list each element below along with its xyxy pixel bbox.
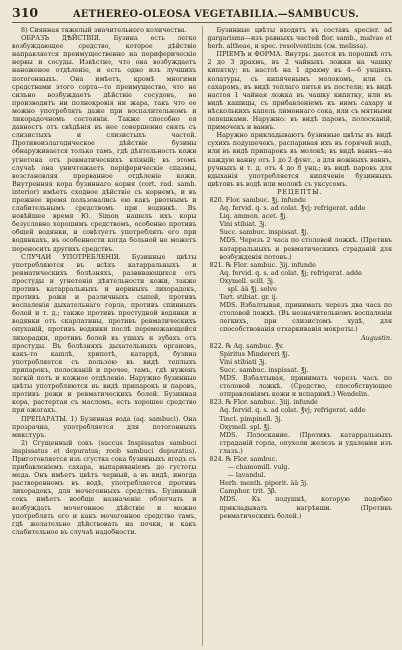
right-column-paragraph: — lavandul. [227,471,266,480]
right-column-paragraph: Augustin. [361,333,392,342]
left-column-paragraph: 8) Сиянная тяжелый значительного количества. [21,26,187,34]
right-column-paragraph: 822. ℞ Aq. sambuc. ℥v. [209,341,284,350]
right-column-paragraph: Бузинные цвѣты входятъ въ составъ specier. ad gargarisma—изъ равныхъ частей flor. samb., malvae et herb. altheae, и spec. resolventium (см. melissa). [207,26,392,51]
right-column-paragraph: — chamomill. vulg. [227,463,290,472]
right-column-paragraph: Herb. menth. piperit. ää ℨj. [219,479,309,488]
right-column-paragraph: РЕЦЕПТЫ. [277,187,323,196]
right-column-paragraph: 823. ℞ Flor. sambuc. ℨiij. infunde [209,398,318,407]
left-column-paragraph: ОБРАЗЪ ДѢЙСТВІЯ. Бузина есть легко возбуждающее средство, которое дѣйствіе направляется преимущественно на периферическіе нервы и сосуды. Извѣстно, что она возбуждаетъ наноженое отдѣленіе, и есть одно изъ лучшихъ потогонныхъ. Она имѣетъ, кромѣ многими средствами этого сорта—то преимущество, что не сильно возбуждаетъ дѣйствіе сосудовъ, не производитъ ни полнокровія ни жара, такъ что ее можно употреблять даже при воспалительномъ и ликорадочномъ состояніи. Также способно ея давностъ отъ свѣдѣнія въ нее совершенно снять съ слизистыхъ и слизистыхъ частей. Противоизлагодическое дѣйствіе бузины обнаруживается только тамъ, гдѣ дѣятельность кожи угнетена отъ ревматическихъ вліяній; въ этомъ случаѣ она уничтожаетъ періферическіе спазмы, возстановляя прерванное отдѣленіе кожи. Внутренняя кора бузиннаго корня (cort. rad. samb. interior) имѣетъ сходное дѣйствіе съ корнемъ, и въ прежнее время пользовались ею какъ рвотнымъ и слабительнымъ средствомъ при водянкѣ. Въ новѣйшее время Ю. Simon нашелъ ихъ коры безусловно хорошимъ средствомъ, особенно противъ общей водянки, и совѣтуетъ употреблять его при водянкахъ, въ особенности когда больной не можетъ переносить другихъ средствъ. [12,34,197,253]
right-column-paragraph: Spiritus Mindereri ℥j. [219,349,290,358]
right-column-paragraph: Liq. ammon. acet. ℥j. [219,212,288,221]
right-column-paragraph: Tinct. pimpinell. ℨj. [219,414,283,423]
right-column-paragraph: Camphor. trit. ℨβ. [219,487,277,496]
left-column-paragraph: ПРЕПАРАТЫ. 1) Бузинная вода (aq. sambuci). Она прозрачна, употребляется для потогонныхъ микстуръ. [12,414,197,439]
right-column-paragraph: Aq. fervid. q. s. ad colat. ℥vj; refrigerat. adde [219,204,366,213]
right-column-paragraph: Vini stibiat. ℨj. [219,220,267,229]
right-column-paragraph: Oxymell. spl. ℥j. [219,422,272,431]
right-column-paragraph: 824. ℞ Flor. sambuc. [209,454,278,463]
text-columns [12,26,392,646]
right-column-paragraph: Succ. sambuc. inspissat. ℥j. [219,365,309,374]
right-column [202,26,393,646]
right-column-paragraph: MDS. Взбалтывая, принимать черезъ часъ по столовой ложкѣ. (Средство, способствующее отправленіямъ кожи и испаринѣ.) Wendelin. [219,374,392,399]
right-column-paragraph: 820. Flor. sambuc. ℥j. infunde [209,195,306,204]
page-header [12,5,392,23]
right-column-paragraph: Oxymell. scill. ℨj. [219,276,275,285]
page-number: 310 [12,5,39,20]
right-column-paragraph: Наружно прикладываютъ бузинные цвѣты въ видѣ сухихъ подушечекъ, распаривая ихъ въ горячей водѣ, или въ видѣ припарокъ въ молокѣ; въ видѣ ваннъ—на каждую ванну отъ 1 до 2 фунт., а для ножныхъ ваннъ, ручныхъ и т. д. отъ 4 до 8 унц.; въ видѣ паровъ для вдыханія употребляется кипяченіе бузинныхъ цвѣтовъ въ водѣ или молокѣ съ уксусомъ. [207,131,392,188]
right-column-paragraph: spl. ää ℥j. solve [227,285,277,293]
right-column-paragraph: ПРІЕМЪ и ФОРМА. Внутрь: дается въ порошкѣ отъ 2 до 3 драхмъ, въ 2 чайныхъ ложки на чашку кипятку; въ настоѣ на 1 драхму въ 4—6 унціяхъ колатуры, съ кипяченымъ молокомъ, или съ сахаромъ, въ видѣ теплаго питья въ постели; въ видѣ настоя 1 чайная ложка въ чашку кипятку, или въ видѣ кашицы, съ прибавленіемъ къ нимъ сахару и нѣсколькихъ капель лимоннаго сока, или съ мятными лепешками. Наружно: въ видѣ паровъ, полосканій, примочекъ и ваннъ. [207,50,392,132]
right-column-paragraph: MDS. Полоскание. (Противъ катарральныхъ страданій горла, опухоли железъ и удаления изъ глазъ.) [219,430,392,455]
right-column-paragraph: Vini stibiati ℨj. [219,357,267,366]
right-column-paragraph: MDS. Черезъ 2 часа по столовой ложкѣ. (Противъ катарральныхъ и ревматическихъ страданій для возбужденія потовъ.) [219,236,392,261]
left-column-paragraph: СЛУЧАИ УПОТРЕБЛЕНІЯ. Бузинные цвѣты употребляются въ всѣхъ катарральныхъ и ревматическихъ болѣзняхъ, развивающихся отъ простуды и угнетенія дѣятельности кожи, также противъ катарральныхъ и нервныхъ лихорадокъ, противъ рожи и различныхъ сыпей, противъ воспаленія дыхательнаго горла, противъ спинныхъ болей и т. д.; также противъ простудной водянки и водянки отъ скарлатины, противъ ревматическихъ опуханій, противъ водянки послѣ перемежающейся лихорадки, противъ болей въ ушахъ и зубахъ отъ простуды. Въ болѣзняхъ дыхательныхъ органовъ, какъ-то кашлѣ, хрипотѣ, катаррѣ, бузина употребляется съ пользою въ видѣ теплыхъ припарокъ, полосканій и прочее, тамъ, гдѣ нуженъ легкій потъ и кожное отдѣленіе. Наружно бузинные цвѣты употребляются въ видѣ припарокъ и паровъ, противъ рожи и ревматическихъ болей. Бузинная кора, растертая съ масломъ, есть хорошее средство при ожогахъ. [12,252,197,415]
left-column-paragraph: 2) Сгущенный сокъ (succus Inspissatus sambuci inspissatus et depuratus; roob sambuci depuratus). Приготовляется изъ сгустка сока бузинныхъ ягодъ съ прибавленіемъ сахара, выпариваніемъ до густоты меда. Онъ имѣетъ цвѣтъ черный, а въ видѣ, иногда растворенномъ въ водѣ, употребляется противъ лихорадокъ, для мочегонныхъ средствъ. Бузинный сокъ имѣетъ вообще назначеніе облегчать и возбуждать мочегонное дѣйствіе и можно употреблять его и какъ мочегонное средство тамъ, гдѣ желательно дѣйствовать на почки, и какъ слабительное въ случаѣ надобности. [12,438,197,536]
right-column-paragraph: MDS. Взбалтывая, принимать черезъ два часа по столовой ложкѣ. (Въ незначительномъ воспаленіи легкихъ, при слизистомъ худѣ, для способствованія отхаркиванія мокроты.) [219,301,392,334]
left-column [12,26,202,646]
running-title: AETHEREO-OLEOSA VEGETABILIA.—SAMBUCUS. [73,9,359,20]
right-column-paragraph: 821. ℞ Flor. sambuc. ℨij. infunde [209,260,316,269]
right-column-paragraph: MDS. Къ подушкѣ, которую подобно прикладывать нагрѣвши. (Противъ ревматическихъ болей.) [219,495,392,520]
right-column-paragraph: Aq. fervid. q. s. ad colat. ℥j; refrigerat. adde [219,268,362,277]
right-column-paragraph: Tart. stibiat. gr. ij. [219,293,278,302]
right-column-paragraph: Aq. fervid. q. s. ad colat. ℥vj; refrigerat. adde [219,406,366,415]
right-column-paragraph: Succ. sambuc. inspissat. ℥j. [219,228,309,237]
